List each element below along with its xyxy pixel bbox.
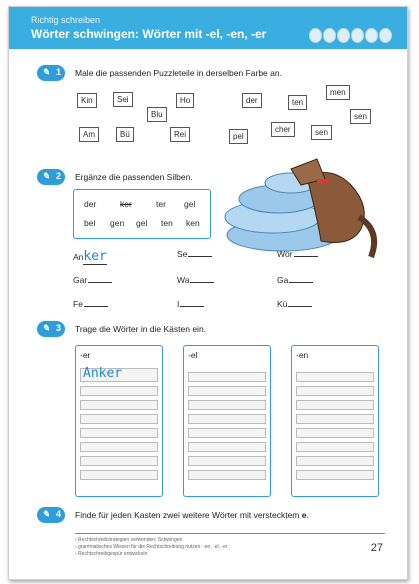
syllable-box bbox=[73, 189, 211, 239]
write-line[interactable] bbox=[296, 456, 374, 466]
word-column-er[interactable]: -er Anker bbox=[75, 345, 163, 497]
task-number-badge: ✎ 3 bbox=[37, 321, 65, 337]
write-line[interactable] bbox=[296, 442, 374, 452]
page-header bbox=[9, 7, 407, 49]
footer-note: › Rechtschreibgespür entwickeln bbox=[75, 551, 148, 557]
write-line[interactable] bbox=[188, 400, 266, 410]
fingerprint-icon bbox=[351, 28, 364, 43]
fill-word[interactable]: Kü bbox=[277, 299, 312, 309]
puzzle-piece[interactable]: pel bbox=[229, 129, 248, 144]
handwritten-answer: ker bbox=[83, 249, 107, 264]
task-instruction: Ergänze die passenden Silben. bbox=[75, 172, 193, 182]
write-line[interactable] bbox=[80, 368, 158, 382]
write-line[interactable] bbox=[80, 414, 158, 424]
task-number-badge: ✎ 4 bbox=[37, 507, 65, 523]
handwritten-example: Anker bbox=[83, 366, 123, 381]
write-line[interactable] bbox=[296, 470, 374, 480]
task-instruction: Male die passenden Puzzleteile in derselben Farbe an. bbox=[75, 68, 282, 78]
syllable: gel bbox=[184, 199, 196, 209]
write-line[interactable] bbox=[80, 442, 158, 452]
fill-word[interactable]: Ga bbox=[277, 275, 313, 285]
write-line[interactable] bbox=[80, 386, 158, 396]
syllable: bel bbox=[84, 218, 96, 228]
write-line[interactable] bbox=[188, 456, 266, 466]
write-line[interactable] bbox=[188, 442, 266, 452]
write-line[interactable] bbox=[188, 372, 266, 382]
fill-word[interactable]: I bbox=[177, 299, 204, 309]
puzzle-piece[interactable]: Sei bbox=[113, 92, 133, 107]
puzzle-piece[interactable]: ten bbox=[288, 95, 307, 110]
fingerprint-icon bbox=[365, 28, 378, 43]
write-line[interactable] bbox=[80, 470, 158, 480]
fill-word[interactable]: Wa bbox=[177, 275, 214, 285]
fill-word[interactable]: Anker bbox=[73, 249, 107, 264]
footer-divider bbox=[75, 533, 385, 534]
word-column-el[interactable]: -el bbox=[183, 345, 271, 497]
puzzle-piece[interactable]: Ho bbox=[176, 93, 194, 108]
puzzle-piece[interactable]: Blu bbox=[147, 107, 167, 122]
write-line[interactable] bbox=[296, 428, 374, 438]
write-line[interactable] bbox=[80, 400, 158, 410]
pencil-icon: ✎ bbox=[42, 67, 50, 77]
syllable: ter bbox=[156, 199, 166, 209]
write-line[interactable] bbox=[296, 414, 374, 424]
fill-word[interactable]: Gar bbox=[73, 275, 112, 285]
syllable: ten bbox=[161, 218, 173, 228]
task-instruction: Finde für jeden Kasten zwei weitere Wörter mit verstecktem e. bbox=[75, 510, 309, 520]
puzzle-piece[interactable]: cher bbox=[271, 122, 295, 137]
write-line[interactable] bbox=[188, 470, 266, 480]
puzzle-piece[interactable]: Kin bbox=[77, 93, 97, 108]
fingerprint-icon bbox=[309, 28, 322, 43]
word-column-en[interactable]: -en bbox=[291, 345, 379, 497]
puzzle-piece[interactable]: sen bbox=[311, 125, 332, 140]
task-number-badge: ✎ 2 bbox=[37, 169, 65, 185]
puzzle-piece[interactable]: Rei bbox=[170, 127, 190, 142]
syllable-crossed: ker bbox=[120, 199, 132, 209]
write-line[interactable] bbox=[188, 428, 266, 438]
fingerprint-icon bbox=[323, 28, 336, 43]
fingerprint-icon bbox=[337, 28, 350, 43]
puzzle-piece[interactable]: Bü bbox=[116, 127, 134, 142]
pencil-icon: ✎ bbox=[42, 323, 50, 333]
write-line[interactable] bbox=[188, 386, 266, 396]
write-line[interactable] bbox=[80, 456, 158, 466]
fill-word[interactable]: Fe bbox=[73, 299, 108, 309]
pencil-icon: ✎ bbox=[42, 171, 50, 181]
page-title: Wörter schwingen: Wörter mit -el, -en, -er bbox=[31, 27, 267, 41]
footer-note: › Rechtschreibstrategien verwenden: Schwingen bbox=[75, 537, 183, 543]
fill-word[interactable]: Wör bbox=[277, 249, 318, 259]
write-line[interactable] bbox=[80, 428, 158, 438]
section-label: Richtig schreiben bbox=[31, 15, 101, 25]
fill-word[interactable]: Se bbox=[177, 249, 212, 259]
task-instruction: Trage die Wörter in die Kästen ein. bbox=[75, 324, 207, 334]
syllable: gel bbox=[136, 218, 148, 228]
syllable: gen bbox=[110, 218, 125, 228]
pencil-icon: ✎ bbox=[42, 509, 50, 519]
puzzle-piece[interactable]: Am bbox=[79, 127, 99, 142]
syllable: ken bbox=[186, 218, 200, 228]
write-line[interactable] bbox=[296, 386, 374, 396]
syllable: der bbox=[84, 199, 97, 209]
fingerprint-icon bbox=[379, 28, 392, 43]
page-number: 27 bbox=[370, 542, 383, 554]
puzzle-piece[interactable]: sen bbox=[350, 109, 371, 124]
puzzle-piece[interactable]: der bbox=[242, 93, 262, 108]
task-number-badge: ✎ 1 bbox=[37, 65, 65, 81]
write-line[interactable] bbox=[188, 414, 266, 424]
write-line[interactable] bbox=[296, 372, 374, 382]
write-line[interactable] bbox=[296, 400, 374, 410]
puzzle-piece[interactable]: men bbox=[326, 85, 350, 100]
footer-note: › grammatisches Wissen für die Rechtschreibung nutzen: -en, -el, -er bbox=[75, 544, 228, 550]
workbook-page bbox=[8, 6, 408, 580]
